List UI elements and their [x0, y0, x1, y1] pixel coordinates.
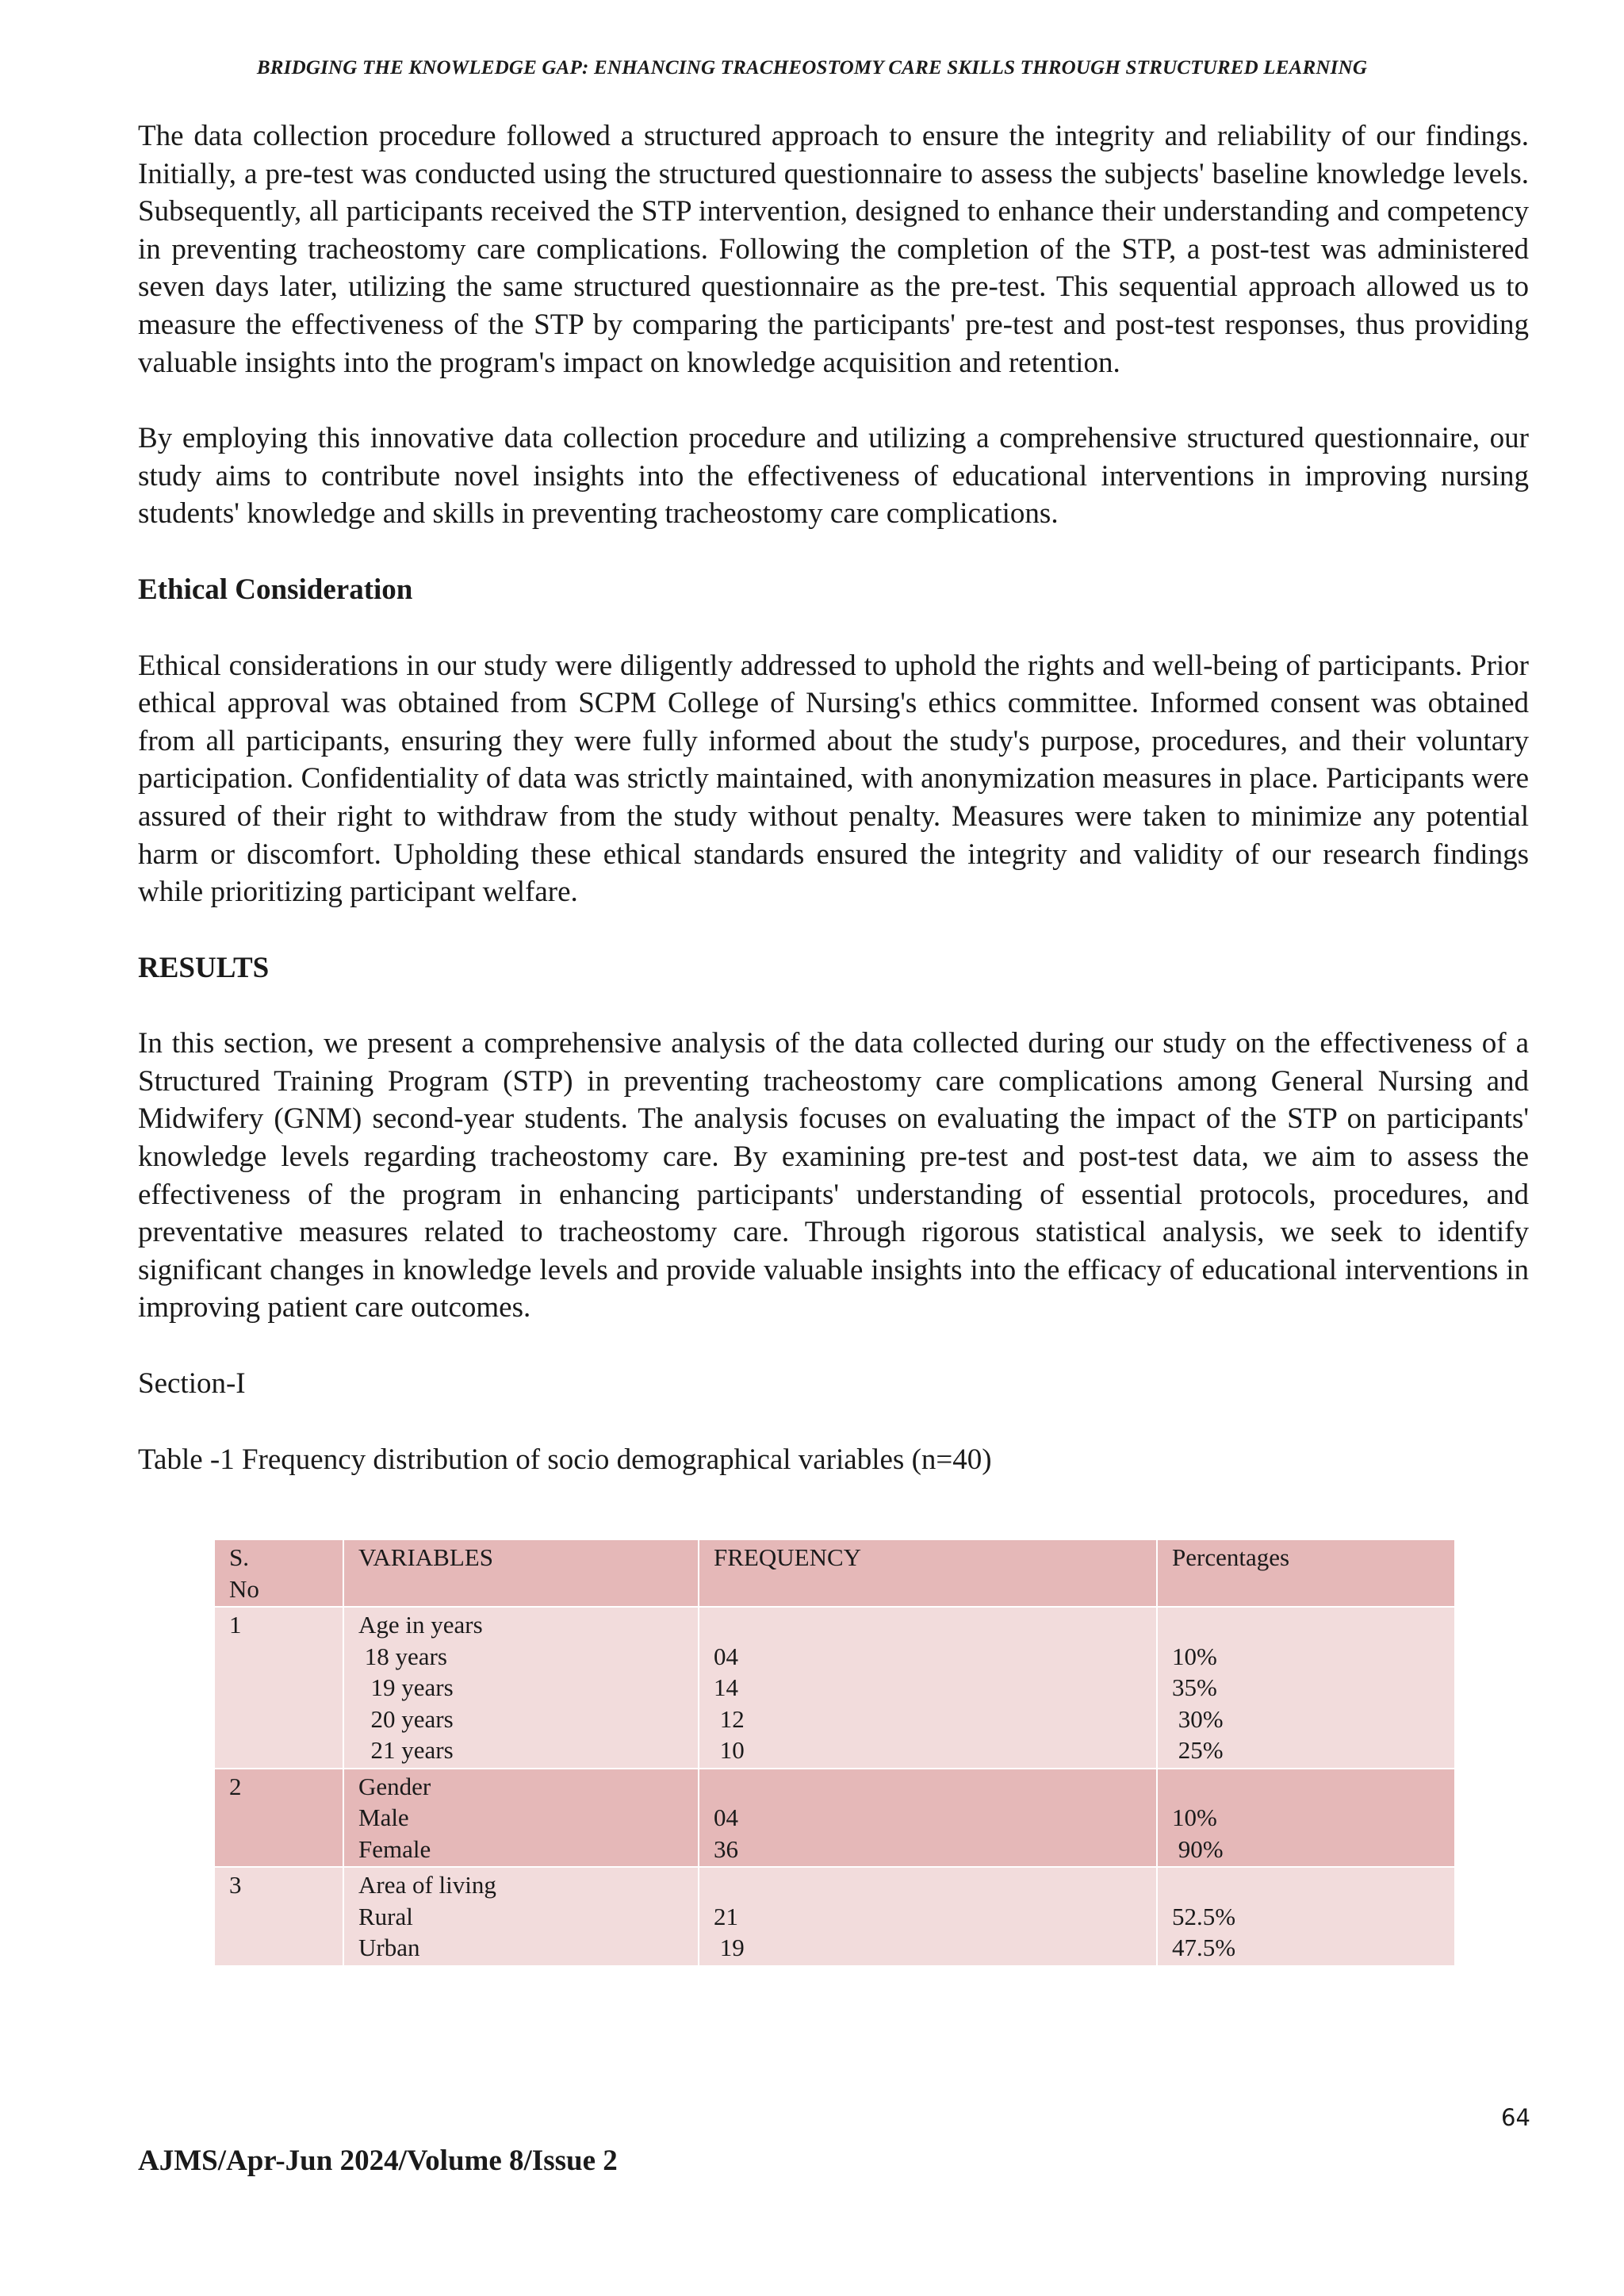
running-head: BRIDGING THE KNOWLEDGE GAP: ENHANCING TRACHEOSTOMY CARE SKILLS THROUGH STRUCTURED LEARNING: [256, 57, 1368, 79]
row-percentage: 10% 90%: [1157, 1769, 1454, 1868]
header-variables: VARIABLES: [343, 1540, 699, 1607]
frequency-table: [215, 1540, 1454, 1967]
paragraph-results: In this section, we present a comprehensive analysis of the data collected during our study on the effectiveness of a Structured Training Program (STP) in preventing tracheostomy care complications among General Nursing and Midwifery (GNM) second-year students. The analysis focuses on evaluating the impact of the STP on participants' knowledge levels regarding tracheostomy care. By examining pre-test and post-test data, we aim to assess the effectiveness of the program in enhancing participants' understanding of essential protocols, procedures, and preventative measures related to tracheostomy care. Through rigorous statistical analysis, we seek to identify significant changes in knowledge levels and provide valuable insights into the efficacy of educational interventions in improving patient care outcomes.: [138, 1027, 1529, 1324]
paragraph-study-aim: By employing this innovative data collection procedure and utilizing a comprehensive structured questionnaire, our study aims to contribute novel insights into the effectiveness of educational interventions in improving nursing students' knowledge and skills in preventing tracheostomy care complications.: [138, 422, 1529, 531]
header-frequency: FREQUENCY: [699, 1540, 1157, 1607]
row-variable: Gender Male Female: [343, 1769, 699, 1868]
paragraph-ethics: Ethical considerations in our study were diligently addressed to uphold the rights and well-being of participants. Prior ethical approval was obtained from SCPM College of Nursing's ethics committee. Informed consent was obtained from all participants, ensuring they were fully informed about the study's purpose, procedures, and their voluntary participation. Confidentiality of data was strictly maintained, with anonymization measures in place. Participants were assured of their right to withdraw from the study without penalty. Measures were taken to minimize any potential harm or discomfort. Upholding these ethical standards ensured the integrity and validity of our research findings while prioritizing participant welfare.: [138, 649, 1529, 909]
row-sno: 2: [215, 1769, 343, 1868]
row-variable: Area of living Rural Urban: [343, 1867, 699, 1966]
paragraph-data-collection: The data collection procedure followed a structured approach to ensure the integrity and reliability of our findings. Initially, a pre-test was conducted using the structured questionnaire to assess the subjects' baseline knowledge levels. Subsequently, all participants received the STP intervention, designed to enhance their understanding and competency in preventing tracheostomy care complications. Following the completion of the STP, a post-test was administered seven days later, utilizing the same structured questionnaire as the pre-test. This sequential approach allowed us to measure the effectiveness of the STP by comparing the participants' pre-test and post-test responses, thus providing valuable insights into the program's impact on knowledge acquisition and retention.: [138, 120, 1529, 379]
heading-results: RESULTS: [138, 951, 270, 984]
row-frequency: 04 14 12 10: [699, 1607, 1157, 1769]
table-row: [215, 1769, 1454, 1868]
row-frequency: 04 36: [699, 1769, 1157, 1868]
table-row: [215, 1607, 1454, 1769]
journal-footer: AJMS/Apr-Jun 2024/Volume 8/Issue 2: [138, 2145, 618, 2177]
header-sno: S. No: [215, 1540, 343, 1607]
row-percentage: 52.5% 47.5%: [1157, 1867, 1454, 1966]
page-number: 64: [1501, 2104, 1530, 2131]
row-sno: 1: [215, 1607, 343, 1769]
row-sno: 3: [215, 1867, 343, 1966]
header-percentages: Percentages: [1157, 1540, 1454, 1607]
article-body: [138, 117, 1529, 1967]
section-label: Section-I: [138, 1367, 246, 1401]
row-variable: Age in years 18 years 19 years 20 years 21 years: [343, 1607, 699, 1769]
row-frequency: 21 19: [699, 1867, 1157, 1966]
table-caption: Table -1 Frequency distribution of socio demographical variables (n=40): [138, 1443, 992, 1476]
row-percentage: 10% 35% 30% 25%: [1157, 1607, 1454, 1769]
table-row: [215, 1867, 1454, 1966]
heading-ethical-consideration: Ethical Consideration: [138, 573, 413, 606]
table-header-row: [215, 1540, 1454, 1607]
